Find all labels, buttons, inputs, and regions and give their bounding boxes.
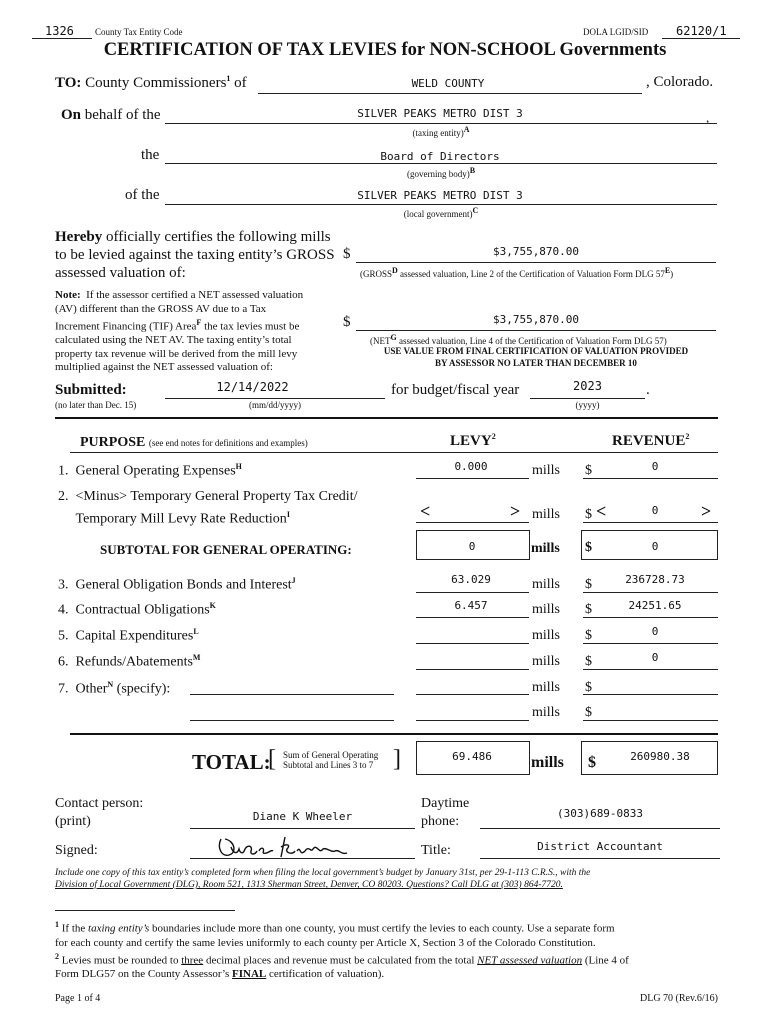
subtotal-levy[interactable]: 0 bbox=[468, 540, 476, 553]
row-3-label: 3. General Obligation Bonds and Interest$^J$ bbox=[58, 576, 296, 593]
county-value[interactable]: WELD COUNTY bbox=[411, 77, 485, 90]
gross-caption: ($GROSS^D$ assessed valuation, Line 2 of the Certification of Valuation Form DLG $57^E$) bbox=[360, 266, 674, 279]
row-4-label: 4. Contractual Obligations$^K$ bbox=[58, 601, 216, 618]
lgid-underline bbox=[662, 38, 740, 39]
row-8-revenue-line[interactable] bbox=[583, 720, 718, 721]
phone-underline bbox=[480, 828, 720, 829]
row-1-revenue[interactable]: 0 bbox=[651, 460, 659, 473]
row-6-revenue[interactable]: 0 bbox=[651, 651, 659, 664]
local-gov-value[interactable]: SILVER PEAKS METRO DIST 3 bbox=[357, 189, 523, 202]
row-1-label: 1. General Operating Expenses$^H$ bbox=[58, 462, 242, 479]
row-7-dollar: $ bbox=[585, 680, 592, 695]
submitted-note: (no later than Dec. 15) bbox=[55, 400, 137, 410]
row-2-rev-lt: < bbox=[596, 501, 607, 521]
total-divider bbox=[70, 733, 718, 735]
row-7-label: 7. Other$^N$ (specify): bbox=[58, 680, 171, 697]
row-1-revenue-line bbox=[583, 478, 718, 479]
total-mills: mills bbox=[531, 754, 564, 771]
to-line-label: TO: County Commissioners$^1$ of bbox=[55, 74, 247, 91]
other-specify-line-2[interactable] bbox=[190, 720, 394, 721]
row-6-levy-line bbox=[416, 669, 529, 670]
signed-label: Signed: bbox=[55, 843, 98, 858]
taxing-entity-caption: (taxing entity)$^A$ bbox=[412, 125, 470, 138]
section-divider bbox=[55, 417, 718, 419]
total-revenue[interactable]: 260980.38 bbox=[630, 750, 690, 763]
submitted-date[interactable]: 12/14/2022 bbox=[216, 380, 289, 394]
county-underline bbox=[258, 93, 642, 94]
net-underline bbox=[356, 330, 716, 331]
total-note: Sum of General Operating Subtotal and Lines 3 to 7 bbox=[283, 750, 379, 770]
total-label: TOTAL: bbox=[192, 750, 271, 774]
total-dollar: $ bbox=[588, 754, 596, 771]
row-5-levy-line bbox=[416, 643, 529, 644]
row-4-revenue[interactable]: 24251.65 bbox=[628, 599, 682, 612]
net-caption: ($NET^G$ assessed valuation, Line 4 of the Certification of Valuation Form DLG 57) bbox=[370, 333, 667, 346]
row-2-mills: mills bbox=[532, 507, 561, 522]
local-gov-caption: (local government)$^C$ bbox=[403, 206, 479, 219]
row-2-revenue-line bbox=[583, 522, 718, 523]
row-3-revenue-line bbox=[583, 592, 718, 593]
row-3-dollar: $ bbox=[585, 577, 592, 592]
lgid-value[interactable]: 62120/1 bbox=[676, 24, 727, 38]
row-3-levy-line bbox=[416, 592, 529, 593]
row-3-revenue[interactable]: 236728.73 bbox=[625, 573, 685, 586]
entity-code-label: County Tax Entity Code bbox=[95, 27, 183, 37]
local-gov-label: of the bbox=[125, 187, 160, 203]
gross-value[interactable]: $3,755,870.00 bbox=[492, 245, 580, 258]
row-4-levy-line bbox=[416, 617, 529, 618]
subtotal-label: SUBTOTAL FOR GENERAL OPERATING: bbox=[100, 542, 352, 557]
submitted-label: Submitted: bbox=[55, 382, 127, 398]
row-6-revenue-line bbox=[583, 669, 718, 670]
lgid-label: DOLA LGID/SID bbox=[583, 27, 649, 37]
row-2-levy-line bbox=[416, 522, 529, 523]
row-3-levy[interactable]: 63.029 bbox=[451, 573, 491, 586]
gross-dollar: $ bbox=[343, 246, 351, 262]
row-6-dollar: $ bbox=[585, 654, 592, 669]
row-1-levy[interactable]: 0.000 bbox=[454, 460, 488, 473]
include-note: Include one copy of this tax entity’s completed form when filing the local government’s budget by January 31st, per 29-1-113 C.R.S., with the Division of Local Government (DLG), Room 521, 1313 Sherman Street, Denver, CO 80203. Questions? Call DLG at (303) 864-7720. bbox=[55, 868, 591, 890]
footnote-rule bbox=[55, 910, 235, 911]
subtotal-mills: mills bbox=[531, 541, 560, 556]
entity-code-value[interactable]: 1326 bbox=[45, 24, 74, 38]
local-gov-underline bbox=[165, 204, 717, 205]
revenue-header: REVENUE$^2$ bbox=[612, 432, 690, 449]
budget-label: for budget/fiscal year bbox=[391, 382, 520, 398]
total-bracket-right: ] bbox=[393, 746, 401, 772]
row-1-mills: mills bbox=[532, 463, 561, 478]
total-levy[interactable]: 69.486 bbox=[452, 750, 492, 763]
row-2-rev-gt: > bbox=[701, 501, 712, 521]
year-caption: (yyyy) bbox=[575, 400, 600, 410]
governing-underline bbox=[165, 163, 717, 164]
gross-underline bbox=[356, 262, 716, 263]
row-5-revenue-line bbox=[583, 643, 718, 644]
page-title: CERTIFICATION OF TAX LEVIES for NON-SCHOOL Governments bbox=[103, 40, 667, 60]
governing-caption: (governing body)$^B$ bbox=[406, 166, 476, 179]
date-underline bbox=[165, 398, 385, 399]
row-6-label: 6. Refunds/Abatements$^M$ bbox=[58, 653, 201, 670]
row-7-mills: mills bbox=[532, 680, 561, 695]
row-2-levy-gt: > bbox=[510, 501, 521, 521]
row-3-mills: mills bbox=[532, 577, 561, 592]
year-underline bbox=[530, 398, 645, 399]
total-bracket-left: [ bbox=[268, 746, 276, 772]
signature-image bbox=[215, 833, 365, 861]
other-specify-line-1[interactable] bbox=[190, 694, 394, 695]
colorado-suffix: , Colorado. bbox=[646, 74, 714, 90]
contact-underline bbox=[190, 828, 415, 829]
row-5-revenue[interactable]: 0 bbox=[651, 625, 659, 638]
row-2-levy-lt: < bbox=[420, 501, 431, 521]
row-2-revenue[interactable]: 0 bbox=[651, 504, 659, 517]
table-header-rule bbox=[70, 452, 718, 453]
page-number: Page 1 of 4 bbox=[55, 993, 101, 1004]
row-6-mills: mills bbox=[532, 654, 561, 669]
hereby-text: Hereby officially certifies the following mills to be levied against the taxing entity’s GROSS assessed valuation of: bbox=[55, 229, 335, 281]
contact-person[interactable]: Diane K Wheeler bbox=[252, 810, 353, 823]
subtotal-dollar: $ bbox=[585, 540, 592, 555]
row-7-levy-line[interactable] bbox=[416, 694, 529, 695]
note-text: Note: If the assessor certified a NET assessed valuation (AV) different than the GROSS AV due to a Tax Increment Financing (TIF) Area$^F$ the tax levies must be calculated using the NET AV. The taxing entity’s total property tax revenue will be derived from the mill levy multiplied against the NET assessed valuation of: bbox=[55, 289, 304, 374]
row-1-dollar: $ bbox=[585, 463, 592, 478]
row-7-revenue-line[interactable] bbox=[583, 694, 718, 695]
row-8-mills: mills bbox=[532, 705, 561, 720]
row-2-dollar: $ bbox=[585, 507, 592, 522]
fiscal-year[interactable]: 2023 bbox=[573, 379, 602, 393]
governing-body-value[interactable]: Board of Directors bbox=[380, 150, 500, 163]
row-5-label: 5. Capital Expenditures$^L$ bbox=[58, 627, 199, 644]
footnotes: $^1$ If the taxing entity’s boundaries include more than one county, you must certify the levies to each county. Use a separate form for each county and certify the same levies uniformly to each county per Article X, Section 3 of the Colorado Constitution. $^2$ Levies must be rounded to three decimal places and revenue must be calculated from the total NET assessed valuation (Line 4 of Form DLG57 on the County Assessor’s FINAL certification of valuation). bbox=[55, 920, 629, 981]
levy-header: LEVY$^2$ bbox=[450, 432, 496, 449]
contact-title[interactable]: District Accountant bbox=[537, 840, 663, 853]
net-value[interactable]: $3,755,870.00 bbox=[492, 313, 580, 326]
row-4-mills: mills bbox=[532, 602, 561, 617]
row-5-mills: mills bbox=[532, 628, 561, 643]
signature-underline bbox=[190, 858, 415, 859]
taxing-entity-underline bbox=[165, 123, 717, 124]
contact-label: Contact person: (print) bbox=[55, 796, 144, 829]
title-label: Title: bbox=[421, 843, 451, 858]
purpose-header: PURPOSE (see end notes for definitions and examples) bbox=[80, 435, 308, 450]
net-caption-bold: USE VALUE FROM FINAL CERTIFICATION OF VALUATION PROVIDED BY ASSESSOR NO LATER THAN DECEMBER 10 bbox=[383, 346, 689, 368]
row-8-levy-line[interactable] bbox=[416, 720, 529, 721]
contact-phone[interactable]: (303)689-0833 bbox=[556, 807, 644, 820]
phone-label: Daytime phone: bbox=[421, 796, 470, 829]
governing-label: the bbox=[141, 147, 160, 163]
entity-code-underline bbox=[32, 38, 92, 39]
form-number: DLG 70 (Rev.6/16) bbox=[640, 993, 718, 1004]
date-caption: (mm/dd/yyyy) bbox=[249, 400, 301, 410]
row-4-levy[interactable]: 6.457 bbox=[454, 599, 488, 612]
row-4-dollar: $ bbox=[585, 602, 592, 617]
row-2-label: 2. <Minus> Temporary General Property Tax Credit/ Temporary Mill Levy Rate Reduction$^I$ bbox=[58, 489, 358, 527]
behalf-label: On behalf of the bbox=[61, 107, 161, 123]
taxing-entity-value[interactable]: SILVER PEAKS METRO DIST 3 bbox=[357, 107, 523, 120]
row-4-revenue-line bbox=[583, 617, 718, 618]
subtotal-revenue[interactable]: 0 bbox=[651, 540, 659, 553]
net-dollar: $ bbox=[343, 314, 351, 330]
row-8-dollar: $ bbox=[585, 705, 592, 720]
year-period: . bbox=[646, 382, 650, 398]
behalf-comma: , bbox=[706, 110, 710, 125]
row-5-dollar: $ bbox=[585, 628, 592, 643]
title-underline bbox=[480, 858, 720, 859]
row-1-levy-line bbox=[416, 478, 529, 479]
